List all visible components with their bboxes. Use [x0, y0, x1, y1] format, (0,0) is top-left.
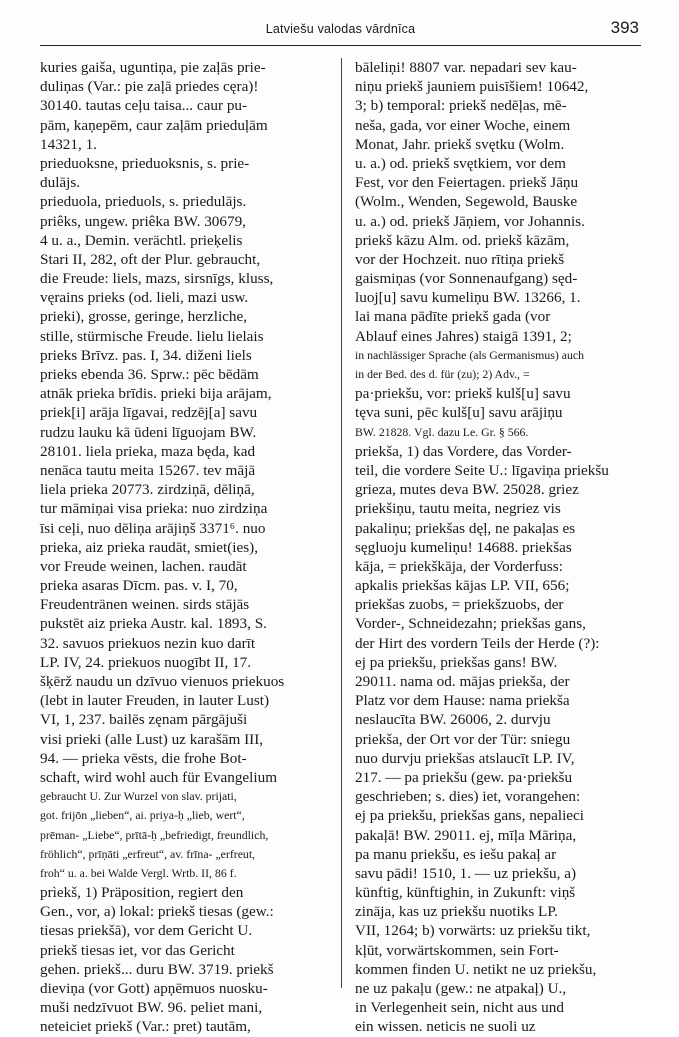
text-line: duliņas (Var.: pie zaļā priedes cęra)! [40, 78, 259, 96]
text-line: nenāca tautu meita 15267. tev mājā [40, 461, 256, 479]
text-line: gaismiņas (vor Sonnenaufgang) sęd- [355, 270, 578, 288]
text-line: 32. savuos priekuos nezin kuo darīt [40, 634, 256, 652]
text-line: neslaucīta BW. 26006, 2. durvju [355, 711, 551, 729]
text-line: prieka asaras Dīcm. pas. v. I, 70, [40, 577, 238, 595]
text-line: priekšiņu, tautu meita, negriez vis [355, 500, 561, 518]
text-line: got. frijōn „lieben“, ai. priya-ḥ „lieb, wert“, [40, 808, 245, 823]
text-line: in der Bed. des d. für (zu); 2) Adv., = [355, 367, 530, 381]
text-line: kļūt, vorwärtskommen, sein Fort- [355, 941, 559, 959]
text-columns [40, 58, 641, 1036]
text-line: Platz vor dem Hause: nama priekša [355, 692, 570, 710]
text-line: dieviņa (vor Gott) apņēmuos nuosku- [40, 980, 268, 997]
text-line: BW. 21828. Vgl. dazu Le. Gr. § 566. [355, 424, 529, 439]
text-line: priekšas zuobs, = priekšzuobs, der [355, 596, 564, 614]
text-line: muši nedzīvuot BW. 96. peliet mani, [40, 999, 263, 1017]
text-line: kāja, = priekškāja, der Vorderfuss: [355, 557, 563, 575]
text-line: priekša, 1) das Vordere, das Vorder- [355, 442, 572, 460]
left-column [40, 58, 326, 1036]
text-line: Freudentränen weinen. sirds stājās [40, 596, 250, 614]
text-line: pakaliņu; priekšas dęļ, ne pakaļas es [355, 519, 576, 537]
text-line: ej pa priekšu, priekšas gans, nepalieci [355, 807, 584, 825]
text-line: tęva suni, pēc kulš[u] savu arājiņu [355, 404, 563, 422]
text-line: 217. — pa priekšu (gew. pa·priekšu [355, 768, 573, 786]
text-line: prieduoksne, prieduoksnis, s. prie- [40, 154, 250, 172]
text-line: Vorder-, Schneidezahn; priekšas gans, [355, 615, 586, 633]
text-line: Fest, vor den Feiertagen. priekš Jāņu [355, 174, 579, 192]
text-line: 14321, 1. [40, 135, 97, 153]
running-title: Latviešu valodas vārdnīca [265, 22, 416, 36]
text-line: pakaļā! BW. 29011. ej, mīļa Māriņa, [355, 826, 577, 844]
right-column [355, 58, 641, 1036]
text-line: visi prieki (alle Lust) uz karašām III, [40, 730, 264, 748]
text-line: LP. IV, 24. priekuos nuogībt II, 17. [40, 653, 252, 671]
text-line: 4 u. a., Demin. verächtl. prieķelis [40, 231, 243, 249]
text-line: ej pa priekšu, priekšas gans! BW. [355, 653, 558, 671]
text-line: tiesas priekšā), vor dem Gericht U. [40, 922, 253, 940]
text-line: gebraucht U. Zur Wurzel von slav. prijati, [40, 789, 237, 804]
text-line: rudzu lauku kā ūdeni līguojam BW. [40, 423, 257, 441]
text-line: u. a.) od. priekš Jāņiem, vor Johannis. [355, 212, 585, 230]
text-line: 29011. nama od. mājas priekša, der [355, 673, 570, 690]
text-line: prieki), grosse, geringe, herzliche, [40, 308, 248, 326]
text-line: pa manu priekšu, es iešu pakaļ ar [355, 845, 557, 863]
column-divider [341, 58, 342, 988]
text-line: stille, stürmische Freude. lielu lielais [40, 327, 264, 345]
text-line: savu pādi! 1510, 1. — uz priekšu, a) [355, 864, 577, 882]
text-line: sęgluoju kumeliņu! 14688. priekšas [355, 538, 572, 556]
text-line: schaft, wird wohl auch für Evangelium [40, 768, 278, 786]
text-line: vor der Hochzeit. nuo rītiņa priekš [355, 250, 565, 268]
text-line: īsi ceļi, nuo dēliņa arājiņš 3371⁶. nuo [40, 519, 266, 537]
page-number: 393 [610, 18, 639, 37]
text-line: in Verlegenheit sein, nicht aus und [355, 999, 564, 1017]
text-line: VII, 1264; b) vorwärts: uz priekšu tikt, [355, 922, 591, 940]
text-line: zināja, kas uz priekšu nuotiks LP. [355, 903, 558, 921]
text-line: ne uz pakaļu (gew.: ne atpakaļ) U., [355, 980, 567, 997]
text-line: kommen finden U. netikt ne uz priekšu, [355, 960, 597, 978]
text-line: kuries gaiša, uguntiņa, pie zaļās prie- [40, 59, 266, 76]
text-line: künftig, künftighin, in Zukunft: viņš [355, 884, 576, 902]
text-line: prìekš, 1) Präposition, regiert den [40, 884, 244, 902]
text-line: in nachlässiger Sprache (als Germanismus) auch [355, 347, 584, 362]
text-line: priekš tiesas iet, vor das Gericht [40, 941, 235, 959]
text-line: neša, gada, vor einer Woche, einem [355, 116, 571, 134]
text-line: šķērž naudu un dzīvuo vienuos priekuos [40, 673, 285, 690]
text-line: prieks Brīvz. pas. I, 34. diženi liels [40, 346, 252, 364]
text-line: fröhlich“, prīṇāti „erfreut“, av. frīna- „erfreut, [40, 846, 256, 861]
page-header [40, 14, 641, 40]
text-line: pa·priekšu, vor: priekš kulš[u] savu [355, 385, 571, 403]
text-line: 3; b) temporal: priekš nedēļas, mē- [355, 97, 567, 115]
text-line: der Hirt des vordern Teils der Herde (?): [355, 634, 600, 652]
text-line: (lebt in lauter Freuden, in lauter Lust) [40, 692, 270, 710]
text-line: 30140. tautas ceļu taisa... caur pu- [40, 97, 248, 115]
text-line: vęrains prieks (od. lieli, mazi usw. [40, 289, 249, 307]
text-line: (Wolm., Wenden, Segewold, Bauske [355, 193, 578, 211]
text-line: tur māmiņai visa prieka: nuo zirdziņa [40, 500, 268, 518]
text-line: pukstēt aiz prieka Austr. kal. 1893, S. [40, 615, 267, 633]
text-line: Stari II, 282, oft der Plur. gebraucht, [40, 250, 261, 268]
text-line: priekša, der Ort vor der Tür: sniegu [355, 730, 571, 748]
text-line: luoj[u] savu kumeliņu BW. 13266, 1. [355, 289, 581, 307]
text-line: liela prieka 20773. zirdziņā, dēliņā, [40, 481, 255, 499]
text-line: prēman- „Liebe“, prītā-ḥ „befriedigt, freundlich, [40, 827, 269, 842]
text-line: prieks ebenda 36. Sprw.: pēc bēdām [40, 366, 259, 383]
text-line: atnāk prieka brīdis. prieki bija arājam, [40, 385, 272, 403]
text-line: lai mana pādīte priekš gada (vor [355, 308, 551, 326]
text-line: prieduola, prieduols, s. priedulājs. [40, 193, 247, 211]
text-line: vor Freude weinen, lachen. raudāt [40, 557, 247, 575]
text-line: pām, kaņepēm, caur zaļām prieduļām [40, 116, 268, 134]
text-line: nuo durvju priekšas atslaucīt LP. IV, [355, 749, 575, 767]
text-line: teil, die vordere Seite U.: līgaviņa priekšu [355, 461, 609, 479]
text-line: niņu priekš jauniem puisīšiem! 10642, [355, 78, 589, 96]
text-line: neteiciet priekš (Var.: pret) tautām, [40, 1018, 251, 1036]
text-line: prieka, aiz prieka raudāt, smiet(ies), [40, 538, 259, 556]
text-line: Ablauf eines Jahres) staigā 1391, 2; [355, 327, 572, 345]
text-line: priekš kāzu Alm. od. priekš kāzām, [355, 231, 570, 249]
text-line: dulājs. [40, 174, 81, 192]
text-line: 94. — prieka vēsts, die frohe Bot- [40, 749, 247, 767]
text-line: Monat, Jahr. priekš svętku (Wolm. [355, 135, 565, 153]
text-line: priêks, ungew. priêka BW. 30679, [40, 212, 246, 230]
text-line: froh“ u. a. bei Walde Vergl. Wrtb. II, 86 f. [40, 865, 237, 880]
header-rule [40, 45, 641, 46]
text-line: Gen., vor, a) lokal: priekš tiesas (gew.: [40, 903, 274, 921]
text-line: geschrieben; s. dies) iet, vorangehen: [355, 788, 581, 806]
text-line: 28101. liela prieka, maza będa, kad [40, 442, 256, 460]
text-line: u. a.) od. priekš svętkiem, vor dem [355, 154, 566, 172]
text-line: die Freude: liels, mazs, sirsnīgs, kluss, [40, 270, 274, 288]
text-line: grieza, mutes deva BW. 25028. griez [355, 481, 579, 499]
text-line: bāleliņi! 8807 var. nepadari sev kau- [355, 59, 577, 76]
text-line: ein wissen. neticis ne suoli uz [355, 1018, 536, 1036]
text-line: gehen. priekš... duru BW. 3719. priekš [40, 960, 274, 978]
text-line: apkalis priekšas kājas LP. VII, 656; [355, 577, 570, 595]
text-line: priek[i] arāja līgavai, redzēj[a] savu [40, 404, 258, 422]
text-line: VI, 1, 237. bailēs zęnam pārgājuši [40, 711, 248, 729]
